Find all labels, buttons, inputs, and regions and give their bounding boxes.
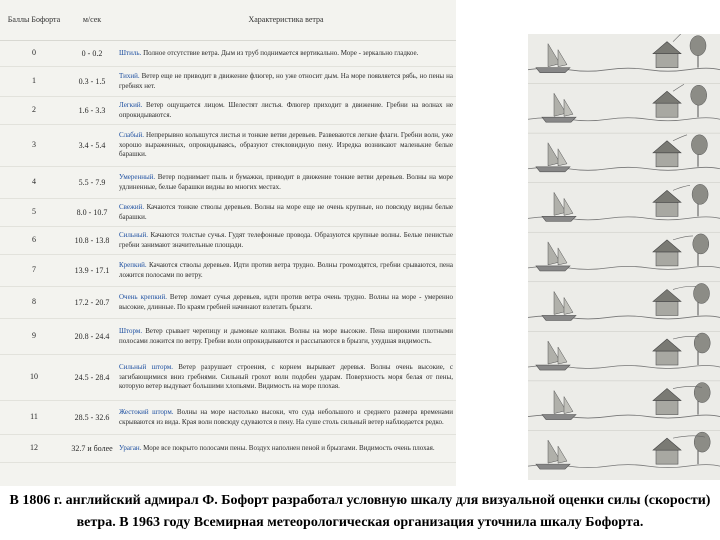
wind-text: Ветер ощущается лицом. Шелестят листья. Флюгер приходит в движение. Гребни на волнах не опрокидываются. <box>119 101 453 119</box>
wind-term: Сильный шторм. <box>119 363 174 372</box>
wind-description <box>116 125 456 167</box>
wind-term: Сильный. <box>119 231 149 240</box>
table-row <box>0 255 456 287</box>
wind-term: Ураган. <box>119 443 142 452</box>
beaufort-number: 7 <box>0 255 68 287</box>
wind-text: Ветер поднимает пыль и бумажки, приводит в движение тонкие ветви деревьев. Волны на море удлиненные, белые барашки видны во многих местах. <box>119 173 453 191</box>
wind-speed: 20.8 - 24.4 <box>68 319 116 355</box>
ship-icon <box>536 365 570 370</box>
table-row <box>0 435 456 463</box>
tree-icon <box>694 333 710 353</box>
wind-speed: 32.7 и более <box>68 435 116 463</box>
beaufort-number: 9 <box>0 319 68 355</box>
house-icon <box>656 153 678 167</box>
tree-icon <box>694 432 710 452</box>
house-icon <box>656 351 678 365</box>
header-description: Характеристика ветра <box>116 0 456 41</box>
wind-text: Море все покрыто полосами пены. Воздух наполнен пеной и брызгами. Видимость очень плохая. <box>141 443 435 452</box>
wind-term: Слабый. <box>119 131 145 140</box>
tree-icon <box>691 135 707 155</box>
beaufort-number: 10 <box>0 355 68 401</box>
tree-icon <box>690 36 706 56</box>
wind-term: Крепкий. <box>119 261 147 270</box>
wind-speed: 1.6 - 3.3 <box>68 97 116 125</box>
table-row <box>0 227 456 255</box>
wind-description <box>116 401 456 435</box>
wind-speed: 0 - 0.2 <box>68 41 116 67</box>
wind-speed: 5.5 - 7.9 <box>68 167 116 199</box>
house-icon <box>656 202 678 216</box>
beaufort-number: 1 <box>0 67 68 97</box>
wind-description <box>116 435 456 463</box>
table-row <box>0 319 456 355</box>
wind-term: Свежий. <box>119 203 145 212</box>
house-icon <box>656 301 678 315</box>
table-row <box>0 287 456 319</box>
sketch-illustration-strip <box>528 34 720 480</box>
header-speed: м/сек <box>68 0 116 41</box>
beaufort-number: 6 <box>0 227 68 255</box>
wind-text: Ветер разрушает строения, с корнем вырывает деревья. Волны очень высокие, с загибающимися вниз гребнями. Сильный грохот волн подобен ударам. Поверхность моря белая от пены, которую ветер выдувает большими хлопьями. Видимость на море плохая. <box>119 363 453 391</box>
ship-icon <box>536 266 570 271</box>
wind-description <box>116 199 456 227</box>
table-row <box>0 199 456 227</box>
ship-icon <box>536 167 570 172</box>
beaufort-number: 5 <box>0 199 68 227</box>
table-row <box>0 167 456 199</box>
wind-text: Качаются толстые сучья. Гудят телефонные провода. Образуются крупные волны. Белые пенистые гребни занимают значительные площади. <box>119 231 453 249</box>
wind-description <box>116 67 456 97</box>
table-row <box>0 41 456 67</box>
beaufort-illustrations <box>528 34 720 480</box>
ship-icon <box>542 415 576 420</box>
wind-text: Непрерывно колышутся листья и тонкие ветви деревьев. Развеваются легкие флаги. Гребни волн, уже хорошо выраженных, опрокидываясь, образуют стекловидную пену. Изредка возникают маленькие белые барашки. <box>119 131 453 159</box>
wind-description <box>116 227 456 255</box>
house-icon <box>656 401 678 415</box>
wind-description <box>116 41 456 67</box>
beaufort-number: 4 <box>0 167 68 199</box>
wind-term: Жестокий шторм. <box>119 408 174 417</box>
house-icon <box>656 252 678 266</box>
house-icon <box>656 103 678 117</box>
tree-icon <box>691 85 707 105</box>
wind-text: Полное отсутствие ветра. Дым из труб поднимается вертикально. Море - зеркально гладкое. <box>141 48 419 57</box>
wind-text: Ветер ломает сучья деревьев, идти против ветра очень трудно. Волны на море - умеренно высокие, длинные. По краям гребней начинают взлетать брызги. <box>119 293 453 311</box>
beaufort-number: 11 <box>0 401 68 435</box>
wind-text: Ветер еще не приводит в движение флюгер, но уже относит дым. На море появляется рябь, но пены на гребнях нет. <box>119 72 453 90</box>
ship-icon <box>542 117 576 122</box>
house-icon <box>656 54 678 68</box>
wind-description <box>116 167 456 199</box>
beaufort-number: 8 <box>0 287 68 319</box>
tree-icon <box>694 383 710 403</box>
wind-speed: 17.2 - 20.7 <box>68 287 116 319</box>
header-ball: Баллы Бофорта <box>0 0 68 41</box>
beaufort-number: 3 <box>0 125 68 167</box>
wind-description <box>116 355 456 401</box>
wind-speed: 24.5 - 28.4 <box>68 355 116 401</box>
tree-icon <box>692 184 708 204</box>
table-row <box>0 401 456 435</box>
table-header-row <box>0 0 456 41</box>
caption-text: В 1806 г. английский адмирал Ф. Бофорт разработал условную шкалу для визуальной оценки силы (скорости) ветра. В 1963 году Всемирная метеорологическая организация уточнила шкалу Бофорта. <box>9 493 711 530</box>
wind-description <box>116 287 456 319</box>
beaufort-number: 0 <box>0 41 68 67</box>
table-row <box>0 67 456 97</box>
house-icon <box>656 450 678 464</box>
wind-text: Качаются стволы деревьев. Идти против ветра трудно. Волны громоздятся, гребни срываются, пена ложится полосами по ветру. <box>119 261 453 279</box>
wind-term: Тихий. <box>119 72 140 81</box>
wind-text: Волны на море настолько высоки, что суда небольшого и среднего размера временами скрываются из вида. Края волн повсюду сдуваются в пену. На суше столь сильный ветер наблюдается редко. <box>119 408 453 426</box>
wind-speed: 28.5 - 32.6 <box>68 401 116 435</box>
wind-text: Ветер срывает черепицу и дымовые колпаки. Волны на море высокие. Пена широкими плотными полосами ложится по ветру. Гребни волн опрокидываются и рассыпаются в брызги, ухудшая видимость. <box>119 327 453 345</box>
table-row <box>0 355 456 401</box>
wind-term: Штиль. <box>119 48 142 57</box>
table-row <box>0 125 456 167</box>
wind-term: Умеренный. <box>119 173 156 182</box>
wind-speed: 10.8 - 13.8 <box>68 227 116 255</box>
tree-icon <box>693 234 709 254</box>
ship-icon <box>536 68 570 73</box>
wind-description <box>116 97 456 125</box>
wind-speed: 13.9 - 17.1 <box>68 255 116 287</box>
beaufort-number: 2 <box>0 97 68 125</box>
wind-term: Шторм. <box>119 327 143 336</box>
wind-description <box>116 319 456 355</box>
ship-icon <box>542 216 576 221</box>
table-row <box>0 97 456 125</box>
ship-icon <box>536 464 570 469</box>
wind-speed: 8.0 - 10.7 <box>68 199 116 227</box>
table-body <box>0 41 456 463</box>
ship-icon <box>542 315 576 320</box>
beaufort-number: 12 <box>0 435 68 463</box>
wind-speed: 0.3 - 1.5 <box>68 67 116 97</box>
wind-text: Качаются тонкие стволы деревьев. Волны на море еще не очень крупные, но повсюду видны белые барашки. <box>119 203 453 221</box>
wind-term: Очень крепкий. <box>119 293 167 302</box>
wind-term: Легкий. <box>119 101 143 110</box>
wind-description <box>116 255 456 287</box>
wind-speed: 3.4 - 5.4 <box>68 125 116 167</box>
